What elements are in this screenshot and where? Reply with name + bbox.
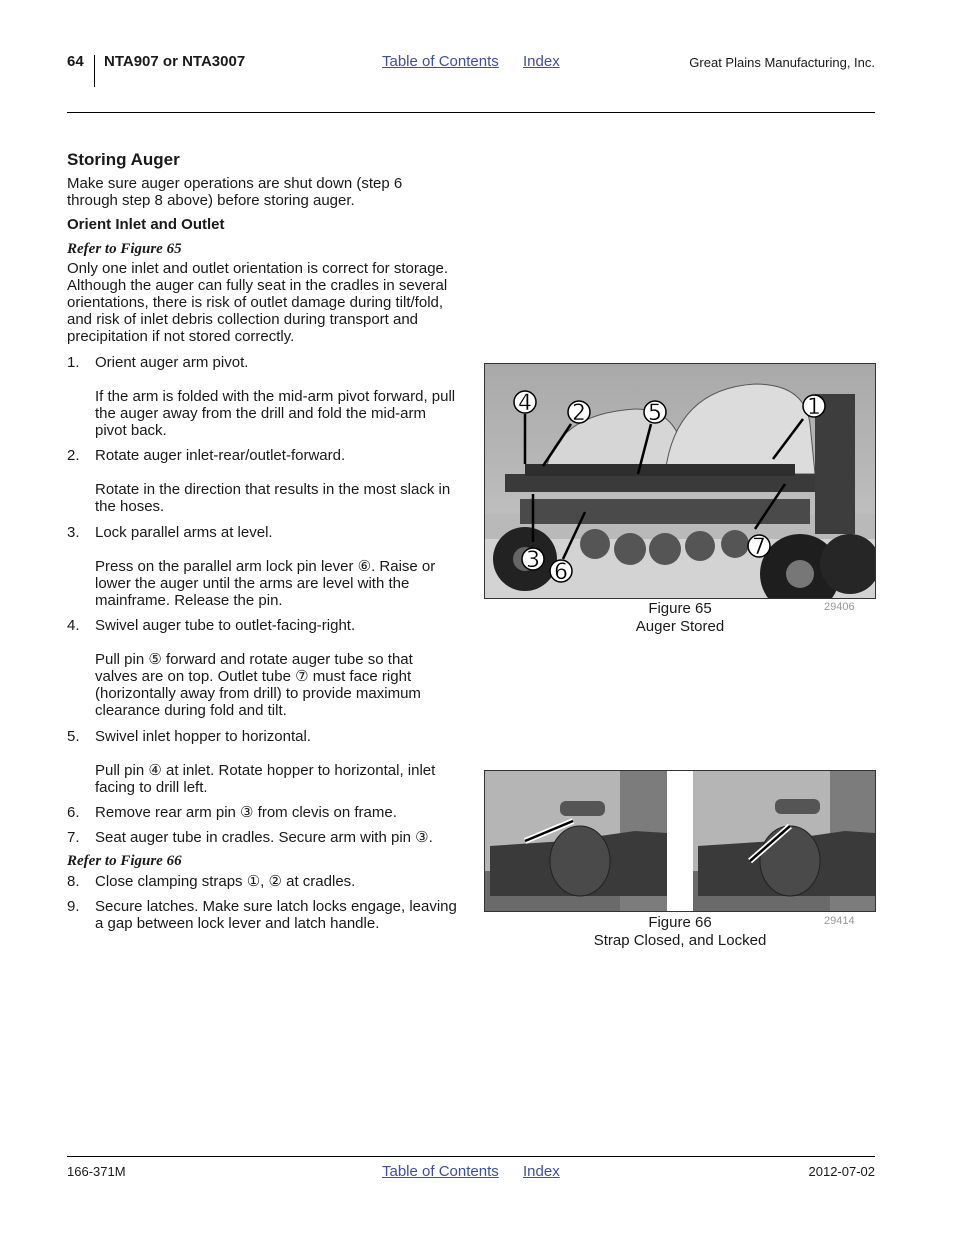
callout-4: 4 — [518, 391, 532, 416]
toc-link[interactable]: Table of Contents — [382, 53, 499, 70]
step-number: 8. — [67, 873, 80, 890]
step-detail: If the arm is folded with the mid-arm pivot forward, pull the auger away from the drill and fold the mid-arm pivot back. — [95, 388, 456, 439]
figure-65-title: Auger Stored — [635, 618, 725, 635]
step-item — [67, 447, 457, 515]
step-number: 7. — [67, 829, 80, 846]
step-detail: Pull pin ⑤ forward and rotate auger tube so that valves are on top. Outlet tube ⑦ must face right (horizontally away from drill) to provide maximum clearance during fold and tilt. — [95, 651, 421, 719]
step-number: 6. — [67, 804, 80, 821]
step-number: 2. — [67, 447, 80, 464]
callout-3: 3 — [526, 548, 540, 573]
figure-reference: Refer to Figure 66 — [67, 853, 182, 869]
callout-7: 7 — [752, 535, 766, 560]
model-name: NTA907 or NTA3007 — [104, 53, 246, 70]
figure-66-number: 29414 — [824, 915, 855, 927]
header-divider — [94, 55, 95, 87]
header-rule — [67, 112, 875, 113]
figure-66-caption — [560, 914, 800, 950]
step-item — [67, 804, 457, 821]
orientation-paragraph: Only one inlet and outlet orientation is correct for storage. Although the auger can fully seat in the cradles in several orientations, there is risk of outlet damage during tilt/fold, and risk of inlet debris collection during transport and precipitation if not stored correctly. — [67, 260, 449, 345]
step-text: Secure latches. Make sure latch locks engage, leaving a gap between lock lever and latch handle. — [95, 898, 457, 932]
callout-6: 6 — [554, 560, 568, 585]
step-text: Lock parallel arms at level. — [95, 524, 273, 541]
step-number: 4. — [67, 617, 80, 634]
section-title: Storing Auger — [67, 150, 180, 169]
figure-66-title: Strap Closed, and Locked — [593, 932, 767, 949]
callout-1: 1 — [807, 395, 821, 420]
step-item — [67, 873, 457, 890]
figure-65-caption — [580, 600, 780, 636]
step-item — [67, 524, 457, 609]
document-number: 166-371M — [67, 1164, 126, 1179]
step-item — [67, 898, 457, 932]
step-text: Orient auger arm pivot. — [95, 354, 249, 371]
figure-66-photo — [484, 770, 876, 912]
step-item — [67, 617, 457, 719]
step-text: Remove rear arm pin ③ from clevis on frame. — [95, 804, 397, 821]
step-detail: Rotate in the direction that results in the most slack in the hoses. — [95, 481, 451, 515]
index-link[interactable]: Index — [523, 53, 560, 70]
footer-toc-link[interactable]: Table of Contents — [382, 1163, 499, 1180]
auger-stored-illustration — [485, 364, 875, 598]
figure-65-label: Figure 65 — [648, 600, 712, 617]
step-text: Swivel inlet hopper to horizontal. — [95, 728, 311, 745]
step-text: Seat auger tube in cradles. Secure arm with pin ③. — [95, 829, 433, 846]
figure-65-photo — [484, 363, 876, 599]
step-item — [67, 829, 457, 846]
subsection-title: Orient Inlet and Outlet — [67, 216, 225, 233]
step-item — [67, 728, 457, 796]
step-detail: Pull pin ④ at inlet. Rotate hopper to horizontal, inlet facing to drill left. — [95, 762, 436, 796]
step-number: 1. — [67, 354, 80, 371]
page-number: 64 — [67, 53, 84, 70]
footer-index-link[interactable]: Index — [523, 1163, 560, 1180]
company-name: Great Plains Manufacturing, Inc. — [689, 55, 875, 70]
callout-5: 5 — [648, 401, 662, 426]
footer-rule — [67, 1156, 875, 1157]
figure-66-label: Figure 66 — [648, 914, 712, 931]
intro-paragraph: Make sure auger operations are shut down (step 6 through step 8 above) before storing auger. — [67, 175, 403, 209]
step-text: Close clamping straps ①, ② at cradles. — [95, 873, 356, 890]
strap-closed-illustration — [485, 771, 875, 911]
step-text: Rotate auger inlet-rear/outlet-forward. — [95, 447, 346, 464]
step-item — [67, 354, 457, 439]
step-number: 5. — [67, 728, 80, 745]
callout-2: 2 — [572, 401, 586, 426]
document-date: 2012-07-02 — [808, 1164, 875, 1179]
step-number: 3. — [67, 524, 80, 541]
step-detail: Press on the parallel arm lock pin lever ⑥. Raise or lower the auger until the arms are level with the mainframe. Release the pin. — [95, 558, 436, 609]
step-number: 9. — [67, 898, 80, 915]
figure-reference: Refer to Figure 65 — [67, 241, 182, 257]
step-text: Swivel auger tube to outlet-facing-right. — [95, 617, 356, 634]
figure-65-number: 29406 — [824, 601, 855, 613]
